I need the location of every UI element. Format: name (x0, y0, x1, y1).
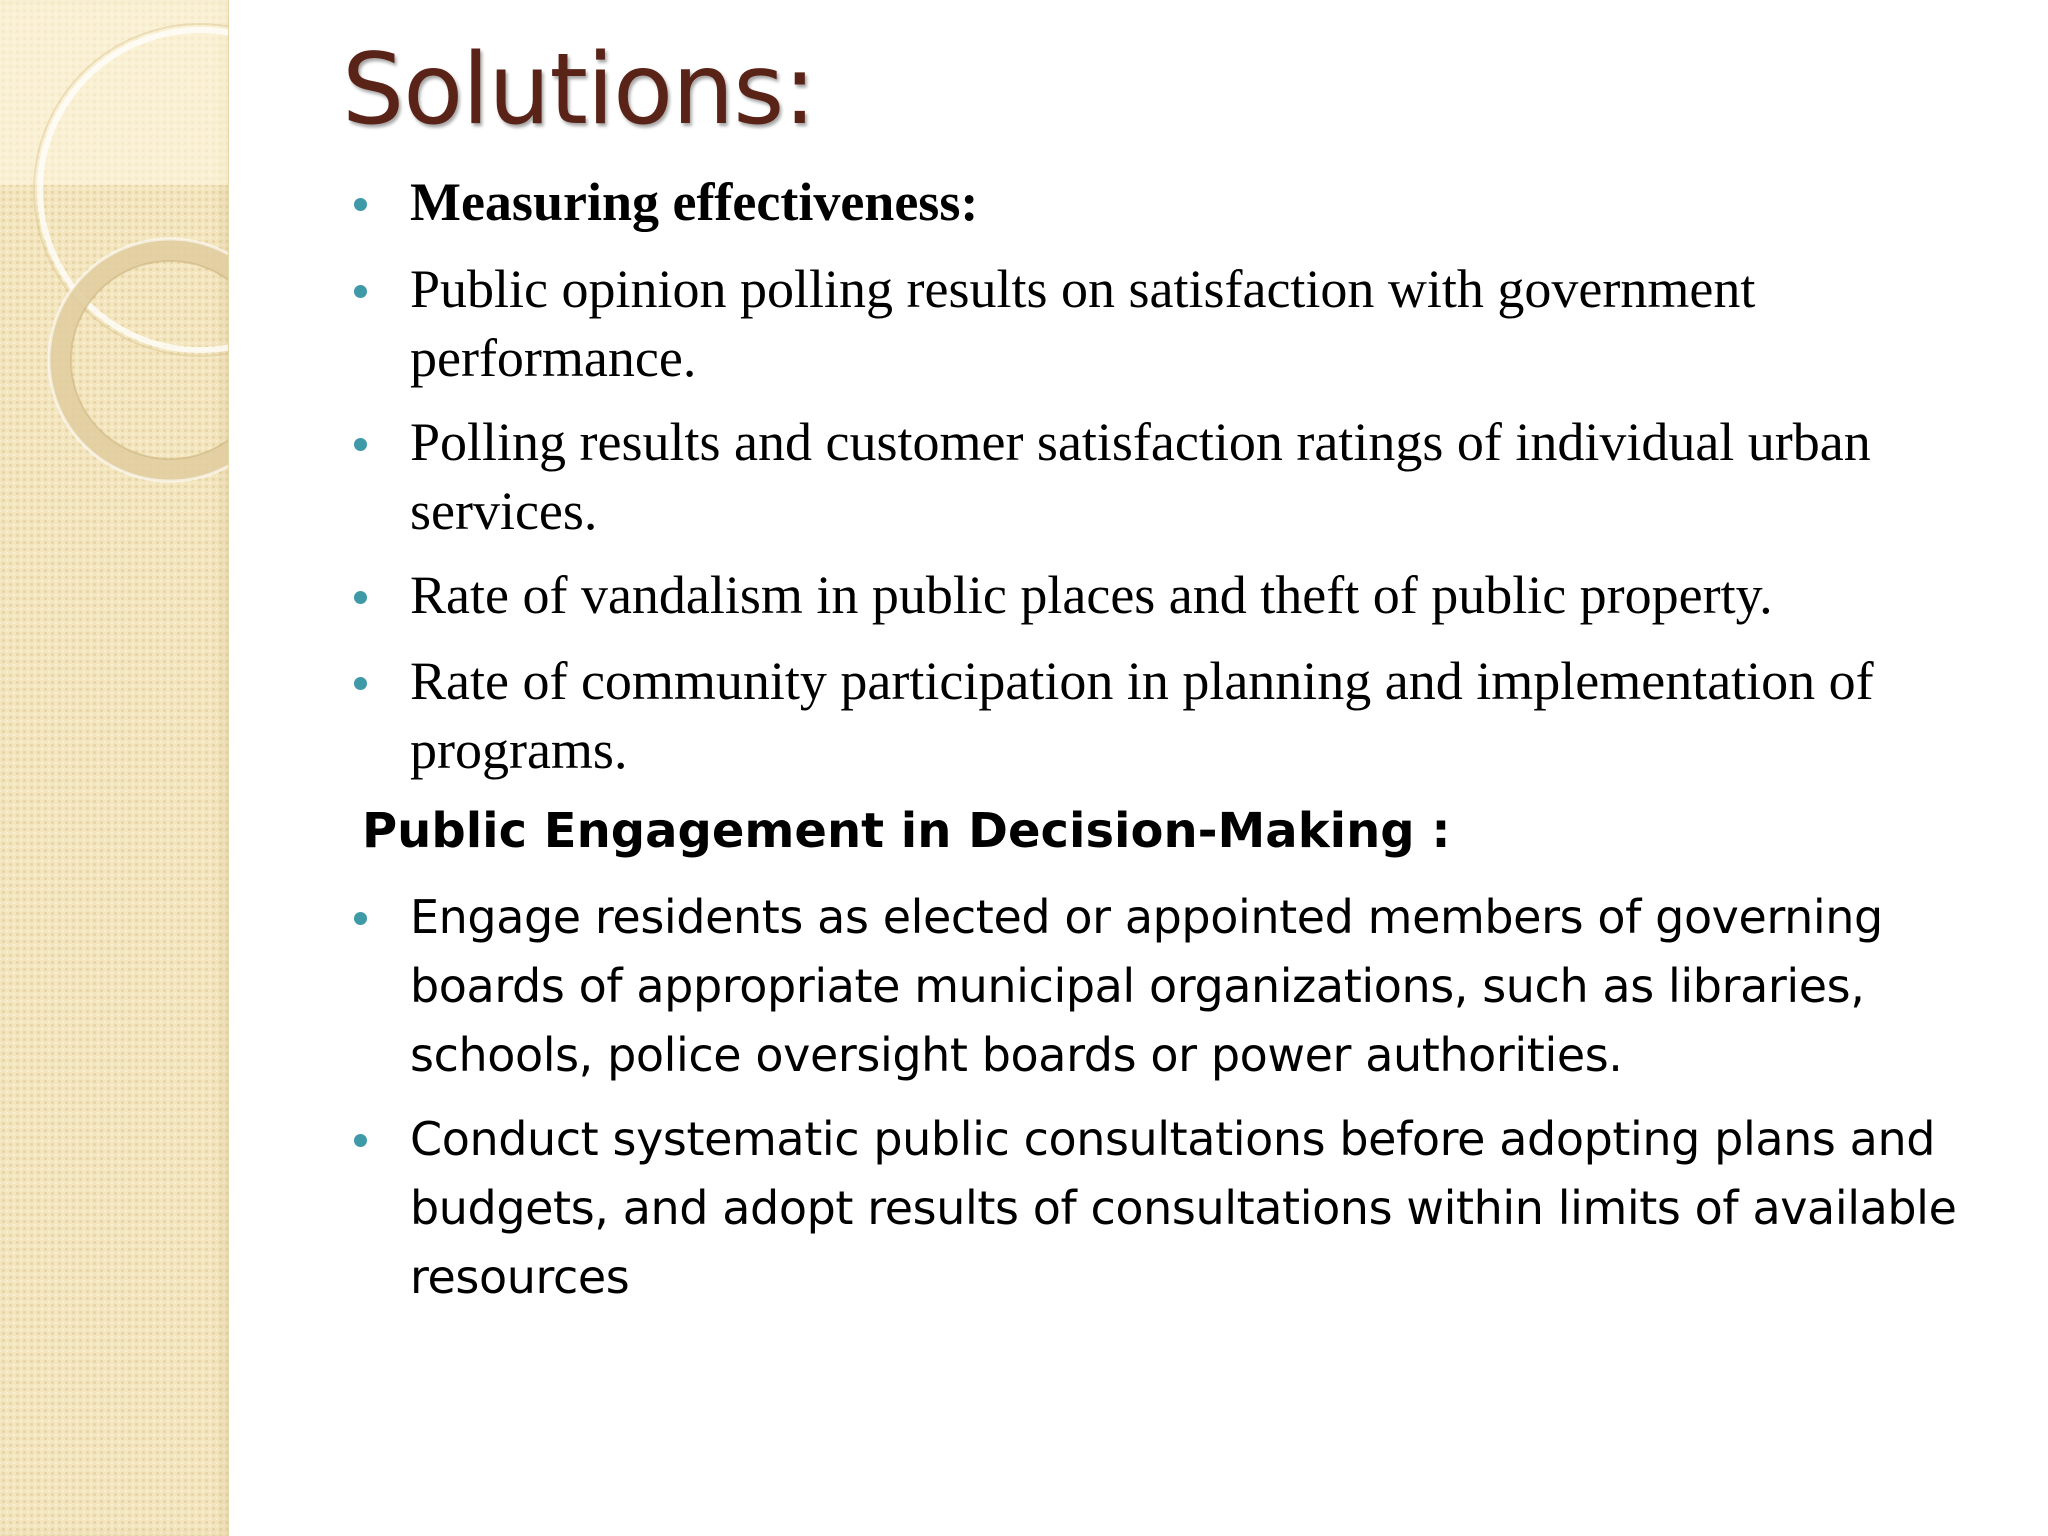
list-item (410, 1105, 1970, 1312)
list-item-text: Engage residents as elected or appointed members of governing boards of appropriate municipal organizations, such as libraries, schools, police oversight boards or power authorities. (410, 890, 1883, 1082)
slide-title: Solutions: (342, 33, 816, 147)
list-item-text: Public opinion polling results on satisfaction with government performance. (410, 259, 1756, 388)
decorative-side-band (0, 0, 229, 1536)
list-item (410, 883, 1970, 1090)
list-item-text: Rate of vandalism in public places and theft of public property. (410, 565, 1773, 625)
bullet-icon (354, 591, 367, 604)
list-item (410, 255, 1970, 393)
bullet-icon (354, 438, 367, 451)
list-item-text: Conduct systematic public consultations before adopting plans and budgets, and adopt results of consultations within limits of available resources (410, 1112, 1957, 1304)
decorative-rings-icon (0, 0, 228, 520)
list-item (410, 647, 1970, 785)
bullet-icon (354, 912, 367, 925)
bullet-icon (354, 198, 367, 211)
bullet-icon (354, 285, 367, 298)
measuring-heading: Measuring effectiveness: (410, 172, 979, 232)
list-item (410, 408, 1970, 546)
engagement-heading: Public Engagement in Decision-Making : (362, 803, 1451, 859)
bullet-icon (354, 677, 367, 690)
list-item (410, 168, 1970, 237)
list-item (410, 561, 1970, 630)
list-item-text: Polling results and customer satisfaction ratings of individual urban services. (410, 412, 1871, 541)
list-item-text: Rate of community participation in planning and implementation of programs. (410, 651, 1874, 780)
bullet-icon (354, 1134, 367, 1147)
